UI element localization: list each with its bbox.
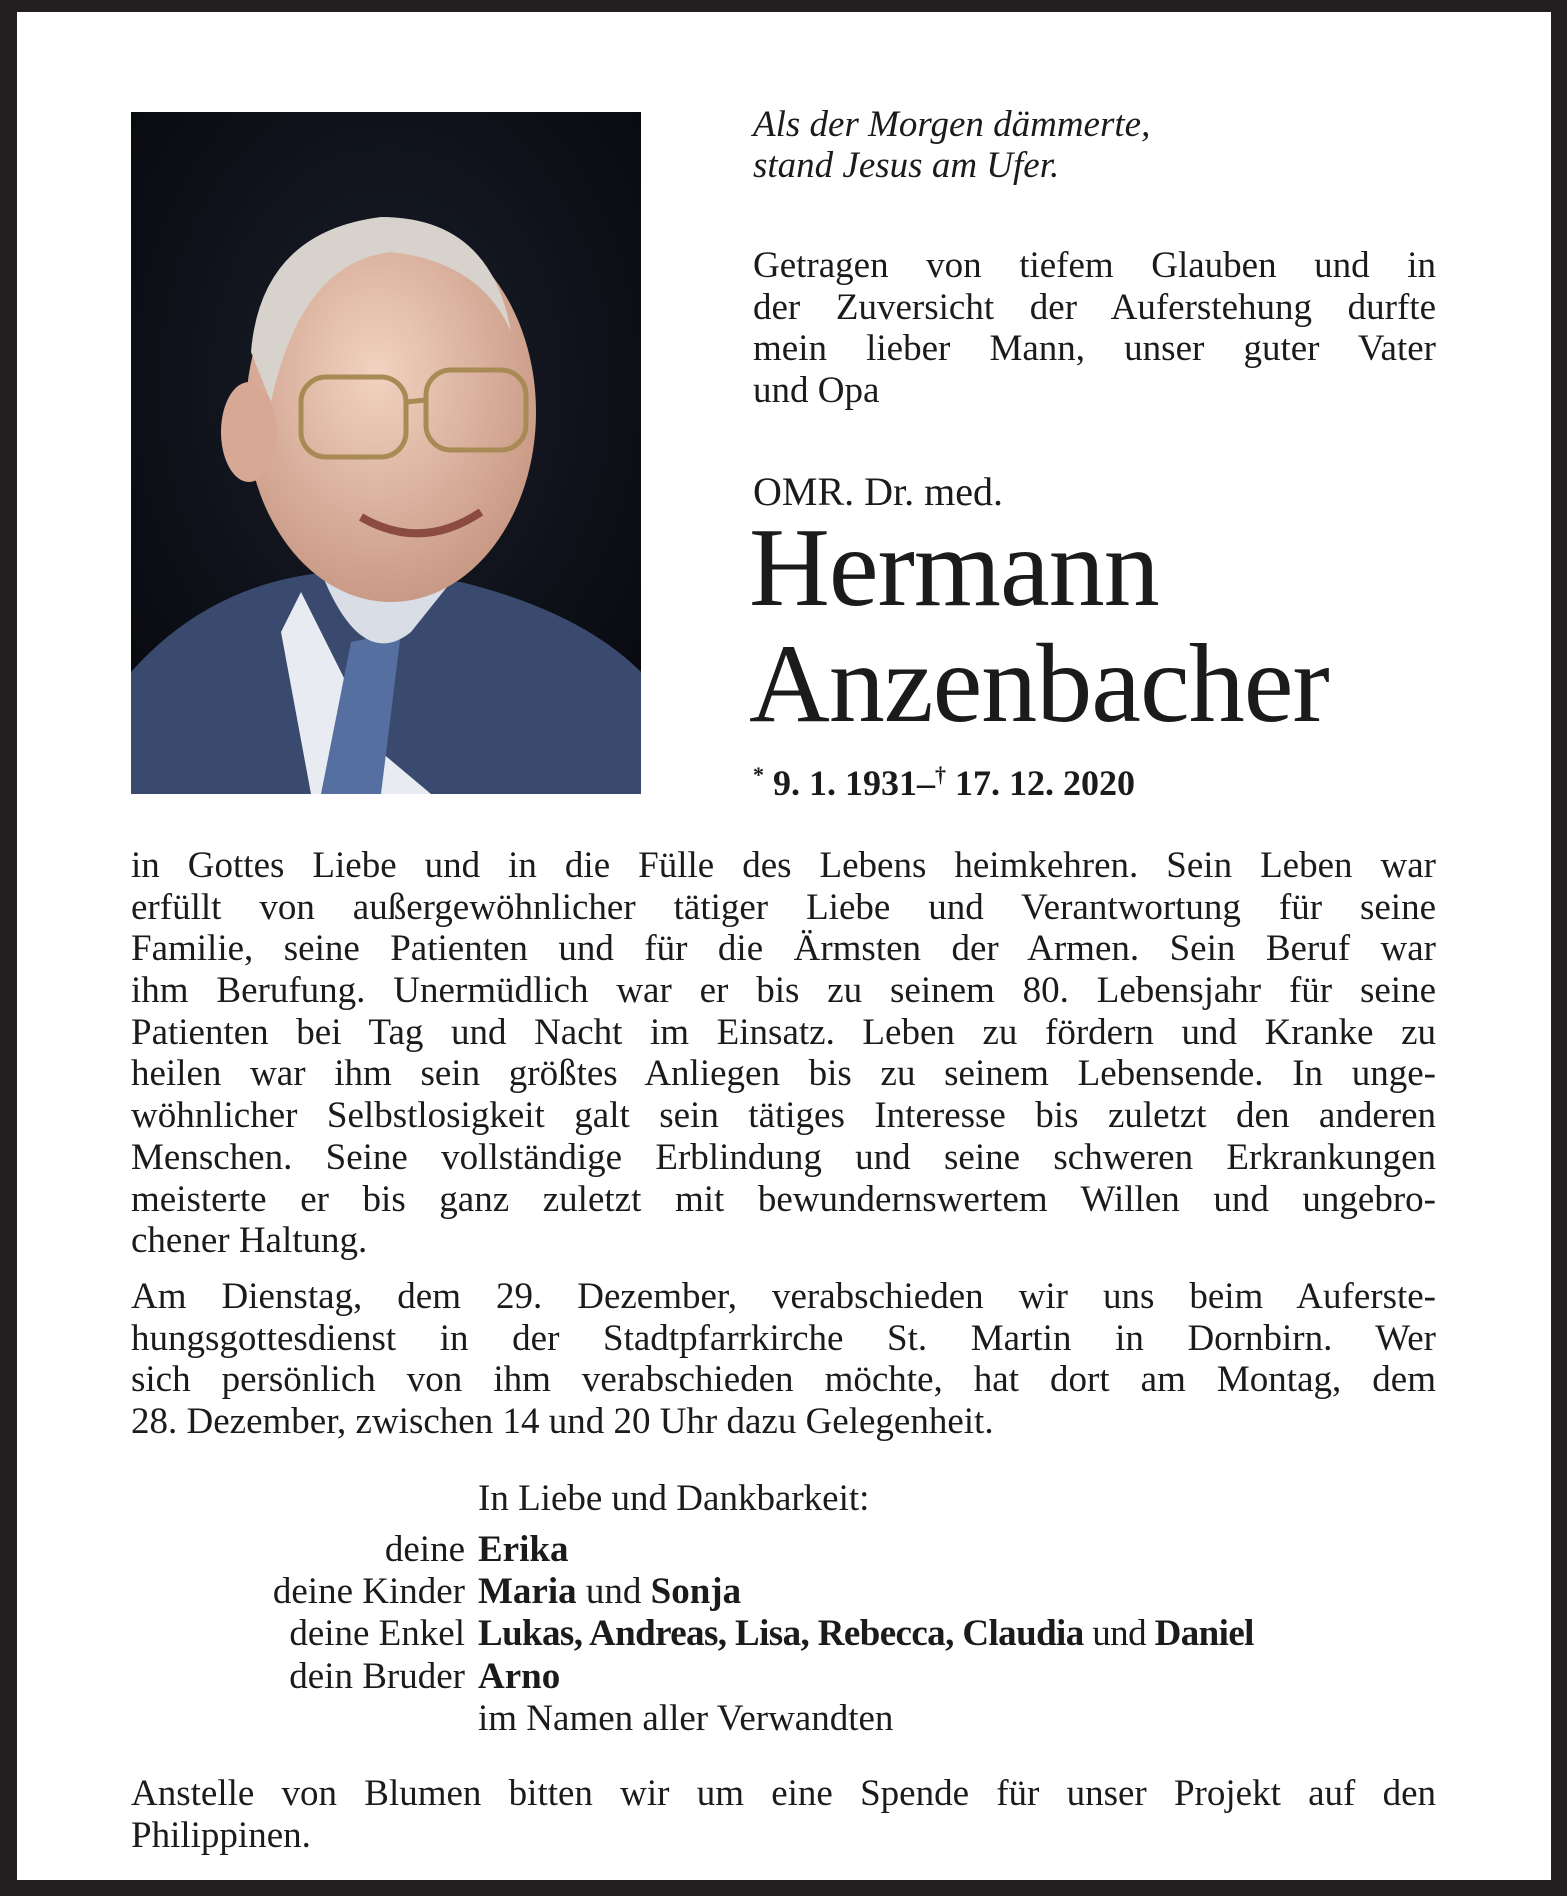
text-line: Getragen von tiefem Glauben und in (753, 245, 1436, 286)
text-line: wöhnlicher Selbstlosigkeit galt sein tätiges Interesse bis zuletzt den anderen (131, 1095, 1436, 1137)
donation-note (131, 1773, 1436, 1856)
family-name: Lukas, Andreas, Lisa, Rebecca, Claudia (478, 1613, 1084, 1655)
family-relation: deine Enkel (289, 1613, 465, 1655)
text-line: hungsgottesdienst in der Stadtpfarrkirche St. Martin in Dornbirn. Wer (131, 1317, 1436, 1359)
text-line: in Gottes Liebe und in die Fülle des Lebens heimkehren. Sein Leben war (131, 845, 1436, 886)
last-name: Anzenbacher (749, 622, 1329, 746)
life-dates (753, 762, 1135, 804)
text-line: Philippinen. (131, 1814, 311, 1856)
relatives-line: im Namen aller Verwandten (478, 1698, 894, 1739)
portrait-photo (131, 112, 641, 794)
conjunction: und (576, 1571, 651, 1613)
text-line: 28. Dezember, zwischen 14 und 20 Uhr dazu Gelegenheit. (131, 1401, 994, 1443)
family-name: Erika (478, 1529, 569, 1570)
text-line: meisterte er bis ganz zuletzt mit bewundernswertem Willen und ungebro- (131, 1178, 1436, 1220)
first-name: Hermann (749, 506, 1159, 630)
text-line: Patienten bei Tag und Nacht im Einsatz. Leben zu fördern und Kranke zu (131, 1011, 1436, 1053)
date-separator: – (917, 763, 935, 803)
family-row (131, 1613, 1254, 1655)
academic-title: OMR. Dr. med. (753, 469, 1003, 514)
text-line: Am Dienstag, dem 29. Dezember, verabschieden wir uns beim Auferste- (131, 1276, 1436, 1317)
death-cross-icon: † (935, 762, 946, 787)
text-line: mein lieber Mann, unser guter Vater (753, 328, 1436, 370)
family-list (131, 1529, 1254, 1698)
family-name: Maria (478, 1571, 577, 1613)
family-row (131, 1529, 1254, 1571)
thanks-heading: In Liebe und Dankbarkeit: (478, 1478, 870, 1519)
death-date: 17. 12. 2020 (955, 763, 1135, 803)
conjunction: und (1083, 1613, 1155, 1655)
bible-quote (753, 104, 1150, 186)
family-row (131, 1571, 1254, 1613)
intro-paragraph (753, 245, 1436, 412)
text-line: chener Haltung. (131, 1220, 368, 1262)
birth-star-icon: * (753, 762, 764, 787)
text-line: Anstelle von Blumen bitten wir um eine Spende für unser Projekt auf den (131, 1773, 1436, 1814)
text-line: ihm Berufung. Unermüdlich war er bis zu seinem 80. Lebensjahr für seine (131, 970, 1436, 1012)
biography-paragraph (131, 845, 1436, 1262)
funeral-info-paragraph (131, 1276, 1436, 1443)
text-line: der Zuversicht der Auferstehung durfte (753, 286, 1436, 328)
text-line: und Opa (753, 370, 880, 412)
birth-date: 9. 1. 1931 (773, 763, 917, 803)
text-line: erfüllt von außergewöhnlicher tätiger Liebe und Verantwortung für seine (131, 886, 1436, 928)
quote-line: Als der Morgen dämmerte, (753, 104, 1151, 145)
family-name: Sonja (650, 1571, 742, 1613)
text-line: Menschen. Seine vollständige Erblindung und seine schweren Erkrankungen (131, 1136, 1436, 1178)
family-relation: deine (384, 1529, 465, 1570)
family-relation: deine Kinder (272, 1571, 465, 1613)
quote-line: stand Jesus am Ufer. (753, 145, 1060, 186)
text-line: Familie, seine Patienten und für die Ärmsten der Armen. Sein Beruf war (131, 928, 1436, 970)
text-line: heilen war ihm sein größtes Anliegen bis zu seinem Lebensende. In unge- (131, 1053, 1436, 1095)
family-row (131, 1656, 1254, 1698)
family-name: Daniel (1154, 1613, 1254, 1655)
text-line: sich persönlich von ihm verabschieden möchte, hat dort am Montag, dem (131, 1359, 1436, 1401)
family-relation: dein Bruder (289, 1655, 465, 1697)
family-name: Arno (478, 1655, 561, 1697)
